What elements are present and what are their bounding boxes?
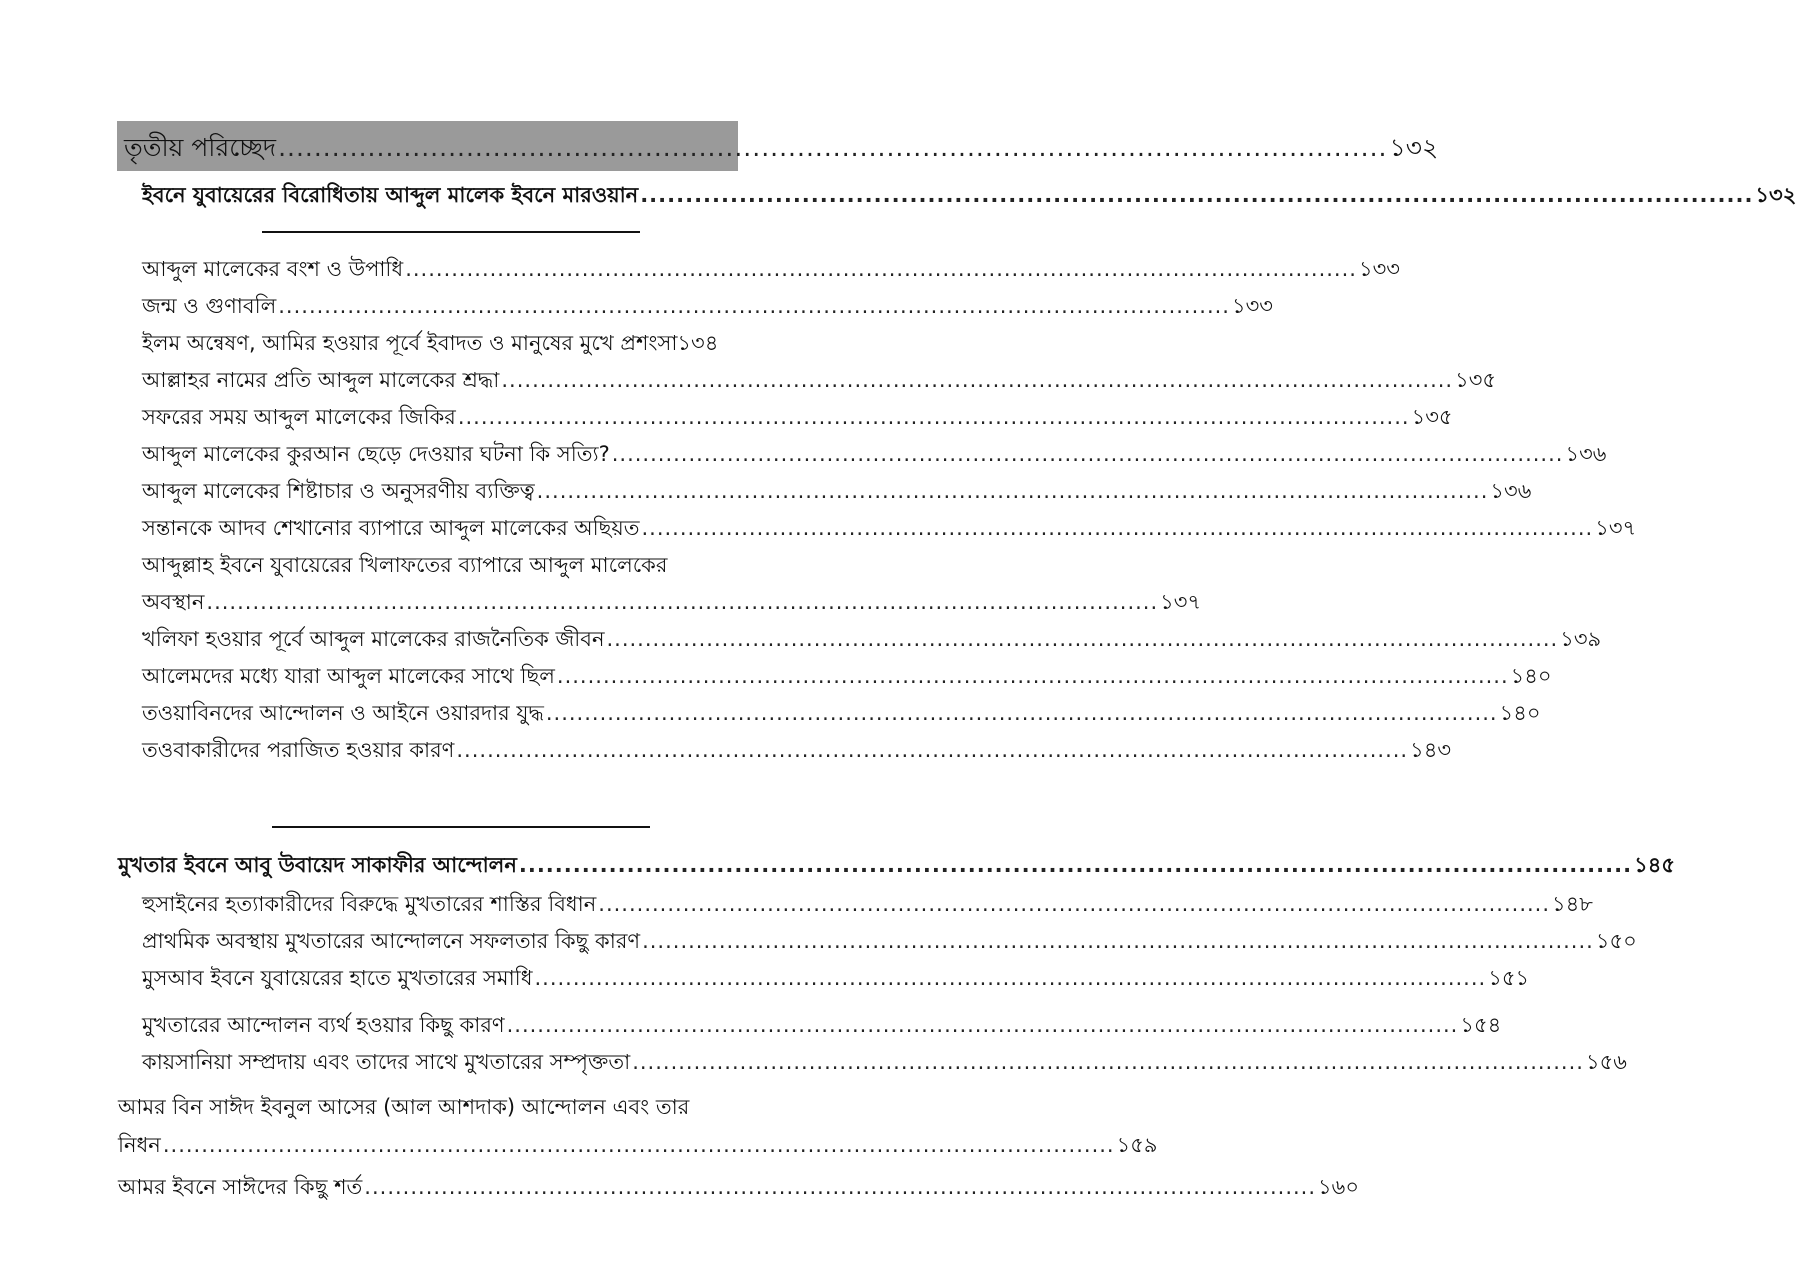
toc-entry[interactable] [142,333,742,354]
toc-entry[interactable] [142,516,1637,540]
dot-leader: ............................................................................................................................ [364,1175,1317,1199]
entry-page-number: ১৫৪ [1460,1013,1502,1037]
toc-entry[interactable] [142,405,1453,429]
entry-page-number: ১৪৮ [1552,892,1593,916]
dot-leader: ............................................................................................................................ [606,627,1559,651]
section-title: মুখতার ইবনে আবু উবায়েদ সাকাফীর আন্দোলন [118,853,517,877]
entry-title: প্রাথমিক অবস্থায় মুখতারের আন্দোলনে সফলতার কিছু কারণ [142,929,641,953]
dot-leader: ............................................................................................................................ [405,257,1357,281]
entry-title: জন্ম ও গুণাবলি [142,294,277,318]
entry-title: আমর ইবনে সাঈদের কিছু শর্ত [118,1175,363,1199]
entry-page-number: ১৩৫ [1411,405,1453,429]
entry-title: তওয়াবিনদের আন্দোলন ও আইনে ওয়ারদার যুদ্ধ [142,701,544,725]
dot-leader: ............................................................................................................................ [611,442,1564,466]
entry-title: অবস্থান [142,590,205,614]
dot-leader: ............................................................................................................................ [556,664,1509,688]
section-page-number: ১৩২ [1755,183,1796,207]
dot-leader: ............................................................................................................................ [456,738,1409,762]
dot-leader: ............................................................................................................................ [536,479,1489,503]
toc-entry[interactable] [118,1175,1359,1199]
toc-entry[interactable] [142,555,736,576]
toc-entry[interactable] [142,442,1607,466]
section-title: ইবনে যুবায়েরের বিরোধিতায় আব্দুল মালেক ইবনে মারওয়ান [142,183,639,207]
entry-title: আব্দুল্লাহ ইবনে যুবায়েরের খিলাফতের ব্যাপারে আব্দুল মালেকের [142,553,668,577]
dot-leader: ............................................................................................................................ [642,929,1594,953]
toc-entry[interactable] [118,1133,1158,1157]
entry-page-number: ১৪৩ [1410,738,1452,762]
dot-leader: ............................................................................................................................ [632,1050,1584,1074]
entry-title: কায়সানিয়া সম্প্রদায় এবং তাদের সাথে মুখতারের সম্পৃক্ততা [142,1050,631,1074]
dot-leader: ............................................................................................................................ [501,368,1454,392]
dot-leader: ............................................................................................................................ [278,294,1230,318]
toc-entry[interactable] [142,368,1497,392]
entry-page-number: ১৪০ [1499,701,1541,725]
dot-leader: ............................................................................................................................ [640,183,1754,207]
entry-title: আব্দুল মালেকের বংশ ও উপাধি [142,257,404,281]
entry-page-number: ১৫৬ [1585,1050,1627,1074]
toc-entry[interactable] [142,738,1452,762]
toc-entry[interactable] [142,664,1552,688]
entry-page-number: ১৩৯ [1560,627,1602,651]
entry-page-number: ১৫০ [1595,929,1637,953]
dot-leader: ............................................................................................................................ [641,516,1594,540]
toc-entry[interactable] [118,1097,736,1118]
entry-title: নিধন [118,1133,161,1157]
entry-page-number: ১৩৭ [1160,590,1202,614]
divider [262,231,640,233]
entry-page-number: ১৩৩ [1358,257,1400,281]
entry-title: সন্তানকে আদব শেখানোর ব্যাপারে আব্দুল মালেকের অছিয়ত [142,516,640,540]
entry-page-number: ১৩৪ [677,331,719,355]
entry-page-number: ১৩৩ [1232,294,1273,318]
toc-entry[interactable] [142,627,1602,651]
entry-title: আব্দুল মালেকের শিষ্টাচার ও অনুসরণীয় ব্যক্তিত্ব [142,479,535,503]
toc-chapter-heading[interactable] [124,133,1439,162]
toc-section-heading[interactable] [142,183,1796,207]
entry-page-number: ১৬০ [1318,1175,1359,1199]
entry-title: আল্লাহর নামের প্রতি আব্দুল মালেকের শ্রদ্ধা [142,368,500,392]
entry-page-number: ১৩৬ [1565,442,1607,466]
entry-title: মুখতারের আন্দোলন ব্যর্থ হওয়ার কিছু কারণ [142,1013,505,1037]
toc-entry[interactable] [142,701,1541,725]
toc-entry[interactable] [142,929,1637,953]
section-page-number: ১৪৫ [1634,853,1675,877]
entry-page-number: ১৩৬ [1490,479,1532,503]
entry-title: হুসাইনের হত্যাকারীদের বিরুদ্ধে মুখতারের শাস্তির বিধান [142,892,597,916]
entry-title: মুসআব ইবনে যুবায়েরের হাতে মুখতারের সমাধি [142,966,533,990]
dot-leader: ............................................................................................................................ [457,405,1410,429]
entry-page-number: ১৫৯ [1116,1133,1158,1157]
entry-page-number: ১৪০ [1510,664,1552,688]
entry-page-number: ১৩৭ [1595,516,1637,540]
toc-entry[interactable] [142,257,1400,281]
dot-leader: ............................................................................................................................ [545,701,1498,725]
entry-page-number: ১৫১ [1488,966,1530,990]
dot-leader: ............................................................................................................................ [278,133,1388,162]
entry-title: সফরের সময় আব্দুল মালেকের জিকির [142,405,456,429]
entry-title: আব্দুল মালেকের কুরআন ছেড়ে দেওয়ার ঘটনা কি সত্যি? [142,442,610,466]
entry-title: আলেমদের মধ্যে যারা আব্দুল মালেকের সাথে ছিল [142,664,555,688]
toc-entry[interactable] [142,479,1532,503]
dot-leader: ............................................................................................................................ [162,1133,1115,1157]
divider [272,826,650,828]
dot-leader: ............................................................................................................................ [506,1013,1459,1037]
toc-entry[interactable] [142,1013,1502,1037]
toc-section-heading[interactable] [118,853,1675,877]
entry-title: ইলম অন্বেষণ, আমির হওয়ার পূর্বে ইবাদত ও মানুষের মুখে প্রশংসা [142,331,678,355]
entry-page-number: ১৩৫ [1455,368,1497,392]
toc-entry[interactable] [142,590,1202,614]
toc-entry[interactable] [142,294,1273,318]
toc-entry[interactable] [142,892,1593,916]
toc-entry[interactable] [142,1050,1627,1074]
chapter-title: তৃতীয় পরিচ্ছেদ [124,133,277,162]
dot-leader: ............................................................................................................................ [534,966,1487,990]
dot-leader: ............................................................................................................................ [206,590,1159,614]
entry-title: তওবাকারীদের পরাজিত হওয়ার কারণ [142,738,455,762]
entry-title: খলিফা হওয়ার পূর্বে আব্দুল মালেকের রাজনৈতিক জীবন [142,627,605,651]
toc-entry[interactable] [142,966,1530,990]
chapter-page-number: ১৩২ [1389,133,1439,162]
dot-leader: ............................................................................................................................ [598,892,1551,916]
dot-leader: ............................................................................................................................ [518,853,1633,877]
entry-title: আমর বিন সাঈদ ইবনুল আসের (আল আশদাক) আন্দোলন এবং তার [118,1095,690,1119]
